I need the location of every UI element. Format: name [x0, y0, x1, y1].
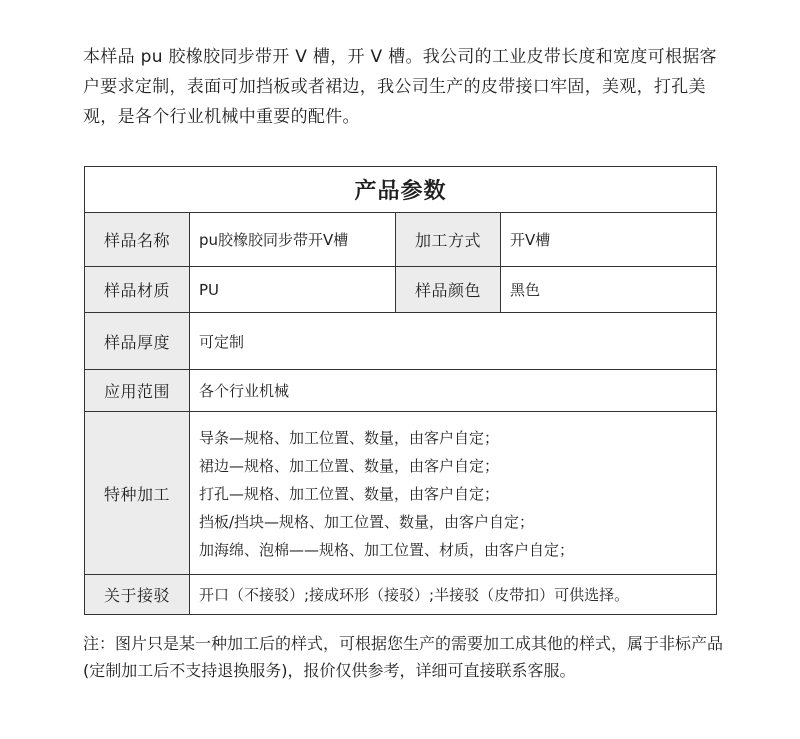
note-paragraph: 注：图片只是某一种加工后的样式，可根据您生产的需要加工成其他的样式，属于非标产品(定制加工后不支持退换服务)，报价仅供参考，详细可直接联系客服。 — [83, 634, 724, 680]
application-label: 应用范围 — [85, 370, 190, 412]
special-processing-item: 导条—规格、加工位置、数量，由客户自定； — [199, 429, 500, 447]
process-method-label: 加工方式 — [396, 213, 501, 267]
sample-name-label: 样品名称 — [85, 213, 190, 267]
special-processing-list — [190, 412, 717, 575]
color-value: 黑色 — [501, 267, 717, 313]
thickness-label: 样品厚度 — [85, 313, 190, 370]
process-method-value: 开V槽 — [501, 213, 717, 267]
intro-paragraph: 本样品 pu 胶橡胶同步带开 V 槽，开 V 槽。我公司的工业皮带长度和宽度可根据客户要求定制，表面可加挡板或者裙边，我公司生产的皮带接口牢固，美观，打孔美观，是各个行业机械中重要的配件。 — [83, 47, 717, 127]
special-processing-item: 打孔—规格、加工位置、数量，由客户自定； — [199, 485, 500, 503]
thickness-value: 可定制 — [190, 313, 717, 370]
material-value: PU — [190, 267, 396, 313]
special-processing-item: 挡板/挡块—规格、加工位置、数量，由客户自定； — [199, 513, 535, 531]
special-processing-label: 特种加工 — [85, 412, 190, 575]
color-label: 样品颜色 — [396, 267, 501, 313]
application-value: 各个行业机械 — [190, 370, 717, 412]
table-title: 产品参数 — [85, 167, 717, 213]
product-parameters-table — [84, 166, 717, 615]
material-label: 样品材质 — [85, 267, 190, 313]
sample-name-value: pu胶橡胶同步带开V槽 — [190, 213, 396, 267]
joint-label: 关于接驳 — [85, 575, 190, 615]
special-processing-item: 加海绵、泡棉——规格、加工位置、材质，由客户自定； — [199, 541, 575, 559]
joint-value: 开口（不接驳）;接成环形（接驳）;半接驳（皮带扣）可供选择。 — [190, 575, 717, 615]
special-processing-item: 裙边—规格、加工位置、数量，由客户自定； — [199, 457, 500, 475]
